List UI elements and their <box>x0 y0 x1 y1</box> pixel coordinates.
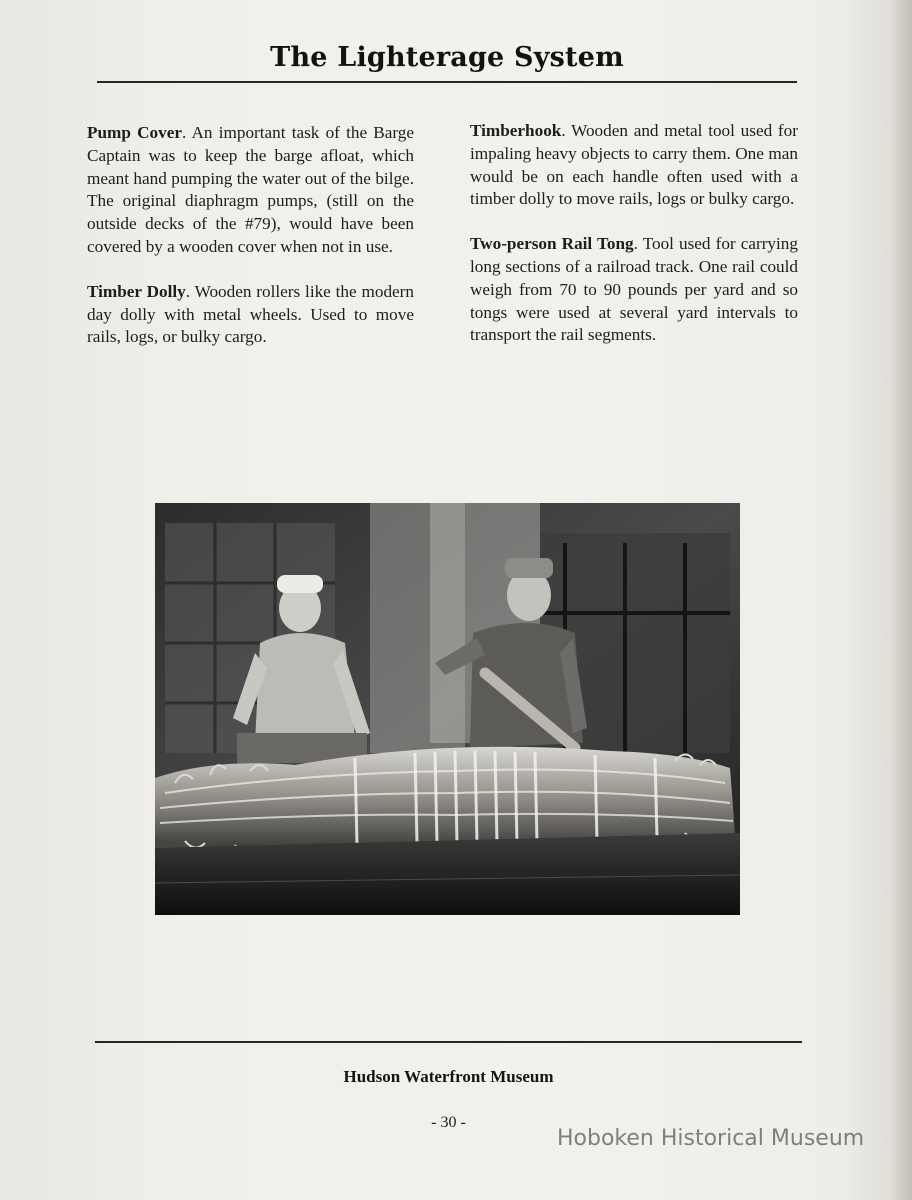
entry-pump-cover: Pump Cover. An important task of the Barge Captain was to keep the barge afloat, which meant hand pumping the water out of the bilge. The original diaphragm pumps, (still on the outside decks of the #79), would have been covered by a wooden cover when not in use. <box>87 123 414 256</box>
entry-text: Wooden rollers like the modern day dolly with metal wheels. Used to move rails, logs, or bulky cargo. <box>87 281 414 347</box>
page-edge-shadow <box>890 0 912 1200</box>
photo-illustration <box>155 503 740 915</box>
entry-term: Timberhook <box>470 121 562 140</box>
left-column <box>87 122 414 371</box>
rope-workers-photo <box>155 503 740 915</box>
entry-text: Tool used for carrying long sections of a railroad track. One rail could weigh from 70 to 90 pounds per yard and so tongs were used at several yard intervals to transport the rail segments. <box>470 234 798 345</box>
footer-museum-name: Hudson Waterfront Museum <box>343 1067 554 1086</box>
entry-term: Two-person Rail Tong <box>470 234 634 254</box>
title-rule <box>97 81 797 83</box>
footer-rule <box>95 1041 802 1043</box>
page-title: The Lighterage System <box>270 42 624 73</box>
entry-text: Wooden and metal tool used for impaling heavy objects to carry them. One man would be on each handle often used with a timber dolly to move rails, logs or bulky cargo. <box>470 121 798 209</box>
entry-timberhook: Timberhook. Wooden and metal tool used for impaling heavy objects to carry them. One man would be on each handle often used with a timber dolly to move rails, logs or bulky cargo. <box>470 121 798 209</box>
right-column <box>470 120 798 369</box>
entry-term: Timber Dolly <box>87 281 186 301</box>
entry-term: Pump Cover <box>87 123 182 142</box>
watermark: Hoboken Historical Museum <box>557 1126 865 1151</box>
page-number: - 30 - <box>431 1114 466 1131</box>
entry-timber-dolly: Timber Dolly. Wooden rollers like the modern day dolly with metal wheels. Used to move rails, logs, or bulky cargo. <box>87 281 414 347</box>
entry-rail-tong: Two-person Rail Tong. Tool used for carrying long sections of a railroad track. One rail could weigh from 70 to 90 pounds per yard and so tongs were used at several yard intervals to transport the rail segments. <box>470 234 798 345</box>
entry-text: An important task of the Barge Captain was to keep the barge afloat, which meant hand pumping the water out of the bilge. The original diaphragm pumps, (still on the outside decks of the #79), would have been covered by a wooden cover when not in use. <box>87 123 414 256</box>
